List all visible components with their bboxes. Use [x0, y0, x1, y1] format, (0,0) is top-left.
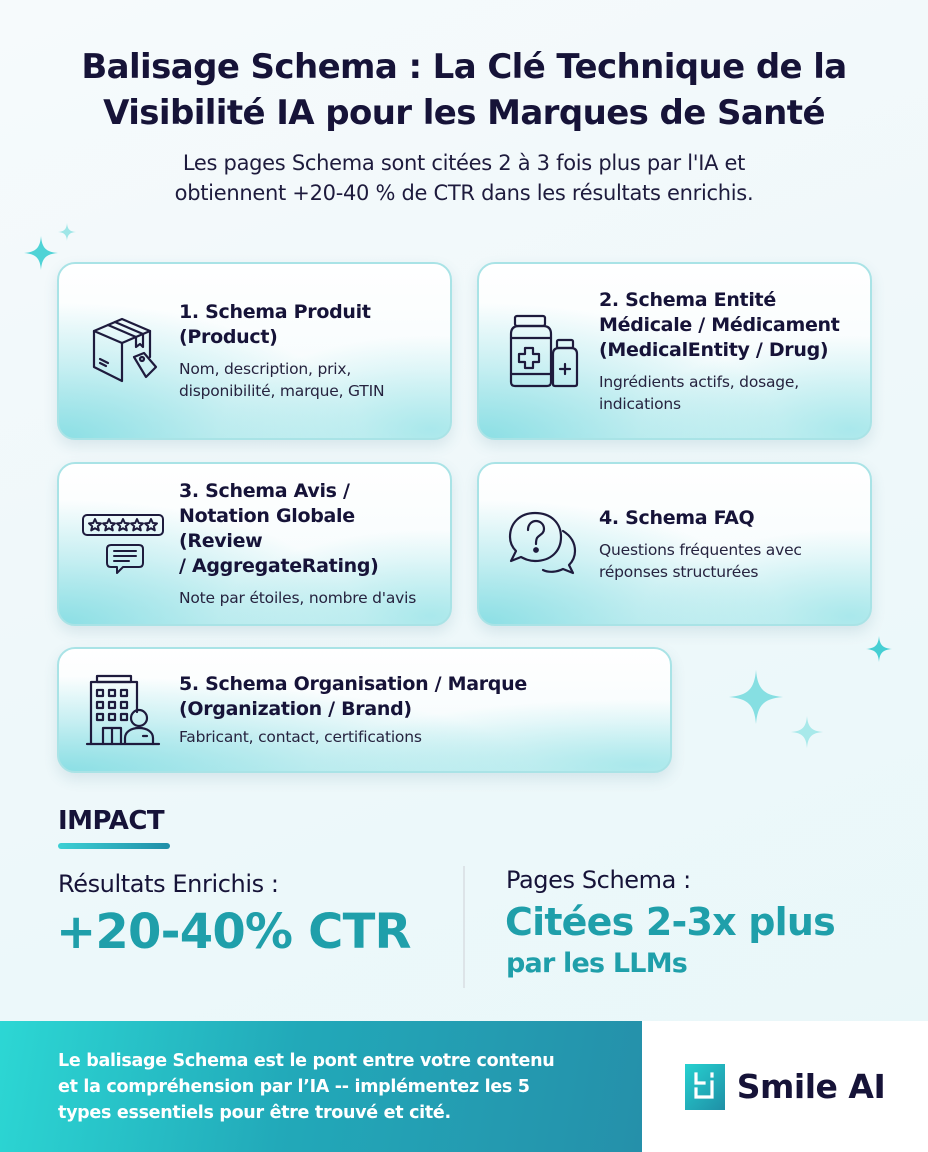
card-description: Note par étoiles, nombre d'avis [179, 589, 417, 607]
schema-pages-label: Pages Schema : [506, 866, 691, 894]
card-description: Fabricant, contact, certifications [179, 728, 422, 746]
card-title: 1. Schema Produit (Product) [179, 301, 371, 348]
impact-divider [463, 866, 465, 988]
subtitle-line-1: Les pages Schema sont citées 2 à 3 fois plus par l'IA et [182, 151, 746, 175]
sparkle-icon [24, 236, 58, 270]
title-line-1: Balisage Schema : La Clé Technique de la [81, 47, 847, 87]
card-description: Ingrédients actifs, dosage, indications [599, 372, 799, 413]
title-line-2: Visibilité IA pour les Marques de Santé [103, 93, 825, 133]
card-title: 4. Schema FAQ [599, 506, 755, 529]
header [0, 44, 928, 208]
impact-underline [58, 843, 170, 849]
smile-ai-logo-icon [685, 1064, 725, 1110]
schema-card-review [57, 462, 452, 626]
sparkle-icon [866, 636, 892, 662]
schema-pages-citation-subvalue: par les LLMs [506, 948, 688, 979]
card-description: Questions fréquentes avec réponses structurées [599, 540, 802, 581]
footer-brand-area [642, 1021, 928, 1152]
schema-card-product [57, 262, 452, 440]
footer-banner [0, 1021, 642, 1152]
impact-heading: IMPACT [58, 806, 165, 836]
subtitle-line-2: obtiennent +20-40 % de CTR dans les résultats enrichis. [174, 181, 754, 205]
card-title: 2. Schema Entité Médicale / Médicament (MedicalEntity / Drug) [599, 288, 840, 361]
sparkle-icon [729, 670, 783, 724]
sparkle-icon [58, 223, 76, 241]
page-subtitle [0, 148, 928, 208]
faq-question-bubbles-icon [493, 509, 593, 579]
rich-results-ctr-value: +20-40% CTR [56, 904, 411, 960]
medicine-bottles-icon [493, 312, 593, 390]
star-rating-review-icon [73, 511, 173, 577]
sparkle-icon [791, 716, 823, 748]
footer-message: Le balisage Schema est le pont entre votre contenu et la compréhension par l’IA -- implémentez les 5 types essentiels pour être trouvé et cité. [58, 1050, 555, 1123]
schema-pages-citation-value: Citées 2-3x plus [505, 900, 835, 944]
organization-building-icon [73, 674, 173, 746]
schema-card-faq [477, 462, 872, 626]
card-title: 5. Schema Organisation / Marque (Organization / Brand) [179, 673, 527, 720]
card-title: 3. Schema Avis / Notation Globale (Review / AggregateRating) [179, 480, 379, 577]
schema-card-organization [57, 647, 672, 773]
rich-results-label: Résultats Enrichis : [58, 870, 279, 898]
package-box-icon [73, 313, 173, 389]
card-description: Nom, description, prix, disponibilité, marque, GTIN [179, 360, 385, 400]
brand-logo [685, 1064, 885, 1110]
page-title [0, 44, 928, 136]
brand-name: Smile AI [736, 1067, 886, 1106]
schema-card-medical-entity [477, 262, 872, 440]
